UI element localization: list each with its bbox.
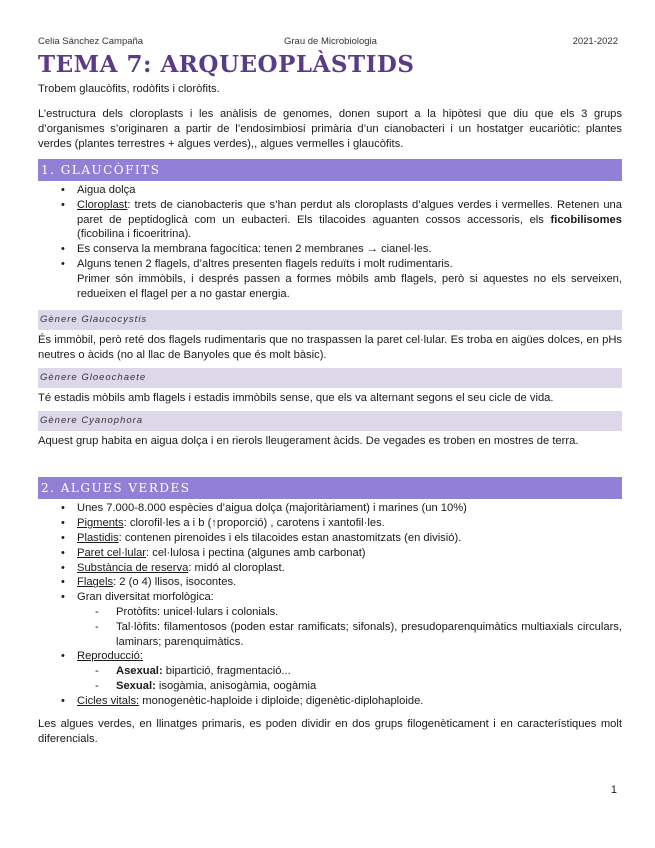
page-title: TEMA 7: ARQUEOPLÀSTIDS (38, 51, 415, 78)
header-course: Grau de Microbiologia (284, 36, 377, 47)
list-item: • Paret cel·lular: cel·lulosa i pectina (algunes amb carbonat) (38, 546, 622, 561)
morphology-sublist (77, 605, 622, 649)
list-item: • Unes 7.000-8.000 espècies d’aigua dolça (majoritàriament) i marines (un 10%) (38, 501, 622, 516)
term-chloroplast: Cloroplast (77, 198, 128, 211)
genus-heading-cyanophora: Gènere Cyanophora (38, 411, 622, 431)
genus-heading-gloeochaete: Gènere Gloeochaete (38, 368, 622, 388)
section-heading-green-algae: 2. ALGUES VERDES (38, 477, 622, 499)
subtitle: Trobem glaucòfits, rodòfits i cloròfits. (38, 83, 220, 95)
header-author: Celia Sánchez Campaña (38, 36, 144, 47)
list-item: • Gran diversitat morfològica: - Protòfits: unicel·lulars i colonials. - Tal·lòfits: filamentosos (poden estar ramificats; sifonals), presudoparenquimàtics multiaxials circulars, laminars; parenquimàtics. (38, 590, 622, 649)
green-algae-list (38, 501, 622, 708)
list-item: • Es conserva la membrana fagocítica: tenen 2 membranes → cianel·les. (38, 242, 622, 257)
genus-text-glaucocystis: És immòbil, però reté dos flagels rudimentaris que no traspassen la paret cel·lular. Es troba en aigües dolces, en pHs neutres o àcids (no al llac de Banyoles que és molt bàsic). (38, 334, 622, 362)
list-item: • Alguns tenen 2 flagels, d’altres presenten flagels reduïts i molt rudimentaris. Primer són immòbils, i després passen a formes mòbils amb flagels, però si aquestes no els serveixen, redueixen el flagel per a no gastar energia. (38, 257, 622, 301)
genus-text-cyanophora: Aquest grup habita en aigua dolça i en rierols lleugerament àcids. De vegades es troben en mostres de terra. (38, 435, 579, 448)
intro-paragraph: L’estructura dels cloroplasts i les anàlisis de genomes, donen suport a la hipòtesi que diu que els 3 grups d’organismes s’originaren a partir de l’endosimbiosi primària d’un cianobacteri i un hostatger eucariòtic: plantes verdes (plantes terrestres + algues verdes),, algues vermelles i glaucòfits. (38, 108, 622, 150)
reproduction-sublist (77, 664, 622, 694)
list-item: • Pigments: clorofil·les a i b (↑proporció) , carotens i xantofil·les. (38, 516, 622, 531)
list-item: • Cicles vitals: monogenètic-haploide i diploide; digenètic-diplohaploide. (38, 694, 622, 709)
glaucophytes-list (38, 183, 622, 301)
page-number: 1 (610, 784, 617, 796)
header-year: 2021-2022 (572, 36, 618, 47)
sub-list-item: - Protòfits: unicel·lulars i colonials. (77, 605, 622, 620)
sub-list-item: - Asexual: bipartició, fragmentació... (77, 664, 622, 679)
list-item: • Cloroplast: trets de cianobacteris que s’han perdut als cloroplasts d’algues verdes i vermelles. Retenen una paret de peptidoglicà com un eubacteri. Els tilacoides aguanten cossos accessoris, els ficobilisomes (ficobilina i ficoeritrina). (38, 198, 622, 242)
list-item: • Aigua dolça (38, 183, 622, 198)
term-phycobilisomes: ficobilisomes (550, 213, 622, 226)
sub-list-item: - Tal·lòfits: filamentosos (poden estar ramificats; sifonals), presudoparenquimàtics multiaxials circulars, laminars; parenquimàtics. (77, 620, 622, 650)
list-item: • Reproducció: - Asexual: bipartició, fragmentació... - Sexual: isogàmia, anisogàmia, oogàmia (38, 649, 622, 693)
page-header (38, 36, 622, 50)
genus-text-gloeochaete: Té estadis mòbils amb flagels i estadis immòbils sense, que els va alternant segons el seu cicle de vida. (38, 392, 554, 405)
sub-list-item: - Sexual: isogàmia, anisogàmia, oogàmia (77, 679, 622, 694)
section-heading-glaucophytes: 1. GLAUCÒFITS (38, 159, 622, 181)
list-item: • Flagels: 2 (o 4) llisos, isocontes. (38, 575, 622, 590)
document-page (38, 36, 622, 747)
list-item: • Plastidis: contenen pirenoides i els tilacoides estan anastomitzats (en divisió). (38, 531, 622, 546)
genus-heading-glaucocystis: Gènere Glaucocystis (38, 310, 622, 330)
list-item: • Substància de reserva: midó al cloroplast. (38, 561, 622, 576)
closing-paragraph: Les algues verdes, en llinatges primaris, es poden dividir en dos grups filogenèticament i en característiques molt diferencials. (38, 717, 622, 745)
